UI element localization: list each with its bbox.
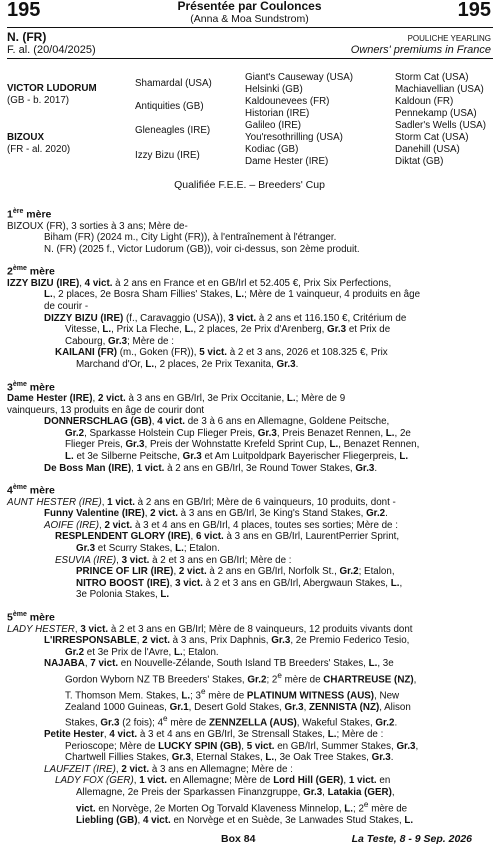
- paragraph: L., 2 places, 2e Bosra Sham Fillies' Stakes, L.; Mère de 1 vainqueur, 4 produits en âge: [44, 289, 421, 301]
- paragraph: NITRO BOOST (IRE), 3 vict. à 2 et 3 ans en GB/Irl, Abergwaun Stakes, L.,: [76, 577, 403, 589]
- lot-number-left: 195: [7, 0, 41, 21]
- paragraph: Biham (FR) (2024 m., City Light (FR)), à l'entraînement à l'étranger.: [44, 232, 337, 244]
- section-heading: 4ème mère: [7, 484, 55, 497]
- pedigree-gen3: Kaldounevees (FR): [245, 96, 330, 107]
- section-heading: 3ème mère: [7, 380, 55, 394]
- pedigree-gen4: Storm Cat (USA): [395, 72, 469, 83]
- section-heading: 2ème mère: [7, 265, 55, 278]
- paragraph: Gr.2, Sparkasse Holstein Cup Flieger Preis, Gr.3, Preis Benazet Rennen, L., 2e: [65, 427, 411, 439]
- paragraph: Marchand d'Or, L., 2 places, 2e Prix Texanita, Gr.3.: [76, 358, 299, 370]
- sale-info: La Teste, 8 - 9 Sep. 2026: [351, 833, 472, 845]
- paragraph: de courir -: [44, 300, 89, 312]
- pedigree-gen4: Sadler's Wells (USA): [395, 120, 486, 131]
- pedigree-gen3: Dame Hester (IRE): [245, 156, 329, 167]
- paragraph: KAILANI (FR) (m., Goken (FR)), 5 vict. à 2 et 3 ans, 2026 et 108.325 €, Prix: [55, 347, 388, 359]
- paragraph: vict. en Norvège, 2e Morten Og Torvald Klaveness Minnelop, L.; 2e mère de: [76, 799, 408, 814]
- pedigree-gen2: Shamardal (USA): [135, 78, 212, 89]
- paragraph: DONNERSCHLAG (GB), 4 vict. de 3 à 6 ans en Allemagne, Goldene Peitsche,: [44, 416, 390, 428]
- pedigree-gen4: Pennekamp (USA): [395, 108, 477, 119]
- lot-number-right: 195: [457, 0, 491, 21]
- pedigree-gen4: Machiavellian (USA): [395, 84, 484, 95]
- sire-name: VICTOR LUDORUM: [7, 83, 97, 94]
- header-rule: [7, 27, 493, 28]
- pedigree-gen2: Antiquities (GB): [135, 101, 204, 112]
- paragraph: Stakes, Gr.3 (2 fois); 4e mère de ZENNZELLA (AUS), Wakeful Stakes, Gr.2.: [65, 714, 398, 729]
- paragraph: LAUFZEIT (IRE), 2 vict. à 3 ans en Allemagne; Mère de :: [44, 763, 293, 775]
- consignor-subtitle: (Anna & Moa Sundstrom): [190, 13, 309, 25]
- paragraph: Liebling (GB), 4 vict. en Norvège et en Suède, 3e Lanwades Stud Stakes, L.: [76, 814, 414, 826]
- paragraph: Vitesse, L., Prix La Fleche, L., 2 places, 2e Prix d'Arenberg, Gr.3 et Prix de: [65, 324, 391, 336]
- section-first-dam: [7, 206, 494, 255]
- paragraph: ESUVIA (IRE), 3 vict. à 2 et 3 ans en GB/Irl; Mère de :: [55, 554, 292, 566]
- paragraph: Gr.3 et Scurry Stakes, L.; Etalon.: [76, 543, 220, 555]
- premiums-label: Owners' premiums in France: [350, 44, 491, 56]
- family-text: [7, 200, 494, 826]
- birth-info: F. al. (20/04/2025): [7, 44, 96, 56]
- category-label: POULICHE YEARLING: [407, 34, 491, 43]
- pedigree-gen3: Kodiac (GB): [245, 144, 299, 155]
- paragraph: Chartwell Fillies Stakes, Gr.3, Eternal Stakes, L., 3e Oak Tree Stakes, Gr.3.: [65, 752, 394, 764]
- paragraph: De Boss Man (IRE), 1 vict. à 2 ans en GB/Irl, 3e Round Tower Stakes, Gr.3.: [44, 462, 378, 474]
- paragraph: Funny Valentine (IRE), 2 vict. à 3 ans en GB/Irl, 3e King's Stand Stakes, Gr.2.: [44, 508, 388, 520]
- section-fifth-dam: [7, 609, 494, 826]
- horse-name: N. (FR): [7, 30, 47, 44]
- dam-detail: (FR - al. 2020): [7, 144, 71, 155]
- paragraph: DIZZY BIZU (IRE) (f., Caravaggio (USA)), 3 vict. à 2 ans et 116.150 €, Critérium de: [44, 312, 407, 324]
- pedigree-gen2: Izzy Bizu (IRE): [135, 150, 200, 161]
- header-rule-2: [7, 58, 493, 59]
- paragraph: Cabourg, Gr.3; Mère de :: [65, 335, 174, 347]
- paragraph: Allemagne, 2e Preis der Sparkassen Finanzgruppe, Gr.3, Latakia (GER),: [76, 787, 395, 799]
- section-fourth-dam: [7, 482, 494, 601]
- paragraph: L. et 3e Silberne Peitsche, Gr.3 et Am Luitpoldpark Bayerischer Fliegerpreis, L.: [65, 451, 409, 462]
- paragraph: RESPLENDENT GLORY (IRE), 6 vict. à 3 ans en GB/Irl, LaurentPerrier Sprint,: [55, 531, 400, 543]
- paragraph: 3e Polonia Stakes, L.: [76, 589, 170, 601]
- paragraph: IZZY BIZU (IRE), 4 vict. à 2 ans en France et en GB/Irl et 52.405 €, Prix Six Perfections,: [7, 277, 392, 289]
- box-number: Box 84: [221, 833, 256, 845]
- pedigree-gen3: Galileo (IRE): [245, 120, 302, 131]
- qualification-note: Qualifiée F.E.E. – Breeders' Cup: [174, 179, 325, 191]
- dam-name: BIZOUX: [7, 132, 45, 143]
- paragraph: AOIFE (IRE), 2 vict. à 3 et 4 ans en GB/Irl, 4 places, toutes ses sorties; Mère de :: [44, 519, 398, 531]
- pedigree-gen3: Giant's Causeway (USA): [245, 72, 354, 83]
- pedigree-gen4: Storm Cat (USA): [395, 132, 469, 143]
- paragraph: Petite Hester, 4 vict. à 3 et 4 ans en GB/Irl, 3e Strensall Stakes, L.; Mère de :: [44, 729, 384, 741]
- section-heading: 1ère mère: [7, 208, 52, 221]
- pedigree-gen3: Historian (IRE): [245, 108, 310, 119]
- paragraph: Flieger Preis, Gr.3, Preis der Wohnstatte Krefeld Sprint Cup, L., Benazet Rennen,: [65, 439, 420, 451]
- sire-detail: (GB - b. 2017): [7, 95, 70, 106]
- section-heading: 5ème mère: [7, 611, 55, 624]
- paragraph: LADY HESTER, 3 vict. à 2 et 3 ans en GB/Irl; Mère de 8 vainqueurs, 12 produits vivants dont: [7, 623, 413, 635]
- paragraph: Dame Hester (IRE), 2 vict. à 3 ans en GB/Irl, 3e Prix Occitanie, L.; Mère de 9: [7, 393, 346, 405]
- paragraph: AUNT HESTER (IRE), 1 vict. à 2 ans en GB/Irl; Mère de 6 vainqueurs, 10 produits, dont -: [7, 496, 396, 508]
- pedigree-gen4: Danehill (USA): [395, 144, 460, 155]
- paragraph: Zealand 1000 Guineas, Gr.1, Desert Gold Stakes, Gr.3, ZENNISTA (NZ), Alison: [65, 701, 411, 713]
- section-third-dam: [7, 379, 494, 475]
- pedigree-gen4: Kaldoun (FR): [395, 96, 454, 107]
- paragraph: BIZOUX (FR), 3 sorties à 3 ans; Mère de-: [7, 220, 188, 232]
- paragraph: L'IRRESPONSABLE, 2 vict. à 3 ans, Prix Daphnis, Gr.3, 2e Premio Federico Tesio,: [44, 635, 410, 647]
- pedigree-gen3: You'resothrilling (USA): [245, 132, 343, 143]
- paragraph: NAJABA, 7 vict. en Nouvelle-Zélande, South Island TB Breeders' Stakes, L., 3e: [44, 658, 394, 670]
- pedigree-gen4: Diktat (GB): [395, 156, 444, 167]
- paragraph: LADY FOX (GER), 1 vict. en Allemagne; Mère de Lord Hill (GER), 1 vict. en: [55, 775, 391, 787]
- consignor-title: Présentée par Coulonces: [177, 0, 322, 13]
- pedigree-gen2: Gleneagles (IRE): [135, 125, 211, 136]
- paragraph: Perioscope; Mère de LUCKY SPIN (GB), 5 vict. en GB/Irl, Summer Stakes, Gr.3,: [65, 740, 419, 752]
- paragraph: PRINCE OF LIR (IRE), 2 vict. à 2 ans en GB/Irl, Norfolk St., Gr.2; Etalon,: [76, 566, 395, 578]
- paragraph: T. Thomson Mem. Stakes, L.; 3e mère de PLATINUM WITNESS (AUS), New: [65, 686, 400, 702]
- section-second-dam: [7, 263, 494, 370]
- paragraph: N. (FR) (2025 f., Victor Ludorum (GB)), voir ci-dessus, son 2ème produit.: [44, 243, 360, 255]
- paragraph: vainqueurs, 13 produits en âge de courir dont: [7, 404, 205, 416]
- pedigree-gen3: Helsinki (GB): [245, 84, 303, 95]
- paragraph: Gr.2 et 3e Prix de l'Avre, L.; Etalon.: [65, 646, 219, 658]
- paragraph: Gordon Wyborn NZ TB Breeders' Stakes, Gr.2; 2e mère de CHARTREUSE (NZ),: [65, 670, 417, 686]
